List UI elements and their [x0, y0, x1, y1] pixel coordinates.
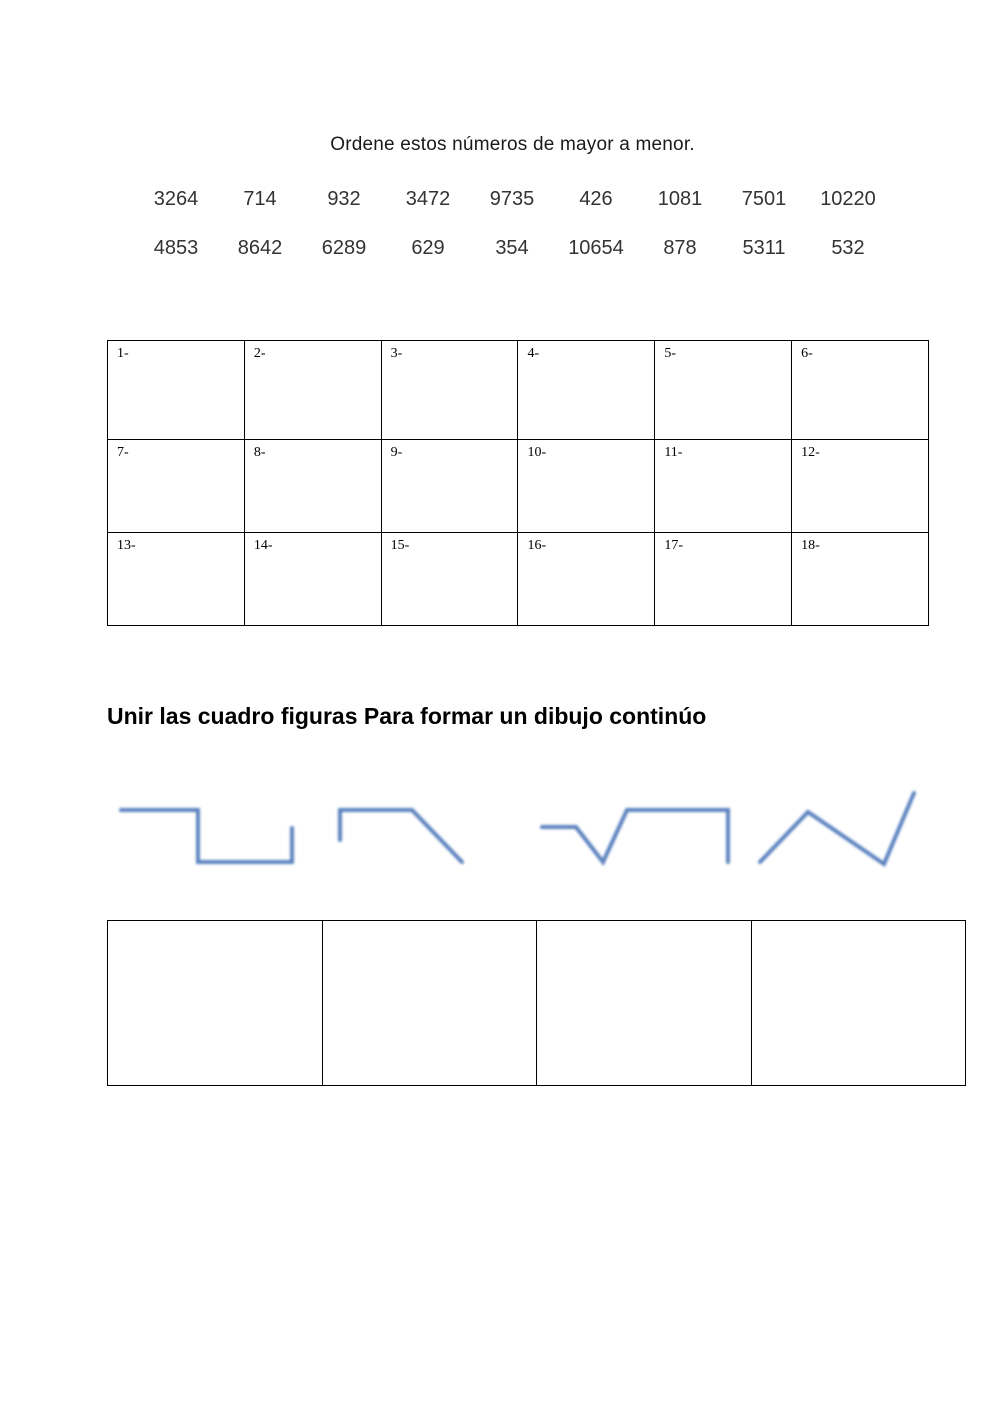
number-item: 878	[663, 237, 697, 259]
number-item: 714	[243, 188, 277, 210]
number-item: 10654	[568, 237, 624, 259]
numbers-row-2	[134, 237, 934, 267]
answer-cell[interactable]: 9-	[381, 440, 518, 533]
number-item: 5311	[742, 237, 786, 259]
answer-cell[interactable]: 6-	[792, 341, 929, 440]
instruction-text: Ordene estos números de mayor a menor.	[330, 134, 695, 155]
answer-box[interactable]	[751, 921, 966, 1086]
number-item: 7501	[741, 188, 787, 210]
number-item: 10220	[820, 188, 876, 210]
answer-cell[interactable]: 4-	[518, 341, 655, 440]
answer-row	[108, 341, 929, 440]
answer-cell[interactable]: 8-	[244, 440, 381, 533]
answer-box[interactable]	[322, 921, 537, 1086]
number-item: 426	[579, 188, 613, 210]
number-item: 8642	[237, 237, 283, 259]
answer-cell[interactable]: 16-	[518, 533, 655, 626]
answer-cell[interactable]: 3-	[381, 341, 518, 440]
answer-cell[interactable]: 10-	[518, 440, 655, 533]
number-item: 3472	[405, 188, 451, 210]
number-item: 9735	[489, 188, 535, 210]
exercise-heading: Unir las cuadro figuras Para formar un dibujo continúo	[107, 703, 707, 729]
answer-cell[interactable]: 2-	[244, 341, 381, 440]
answer-cell[interactable]: 13-	[108, 533, 245, 626]
answer-box-row	[108, 921, 966, 1086]
answer-cell[interactable]: 7-	[108, 440, 245, 533]
answer-grid	[107, 340, 929, 626]
answer-row	[108, 533, 929, 626]
number-item: 3264	[153, 188, 199, 210]
number-item: 1081	[657, 188, 703, 210]
answer-box[interactable]	[537, 921, 752, 1086]
number-item: 532	[831, 237, 865, 259]
answer-cell[interactable]: 15-	[381, 533, 518, 626]
number-item: 6289	[321, 237, 367, 259]
number-item: 629	[411, 237, 445, 259]
v-notch-line-figure[interactable]	[542, 810, 728, 862]
answer-row	[108, 440, 929, 533]
number-item: 354	[495, 237, 529, 259]
answer-cell[interactable]: 12-	[792, 440, 929, 533]
answer-cell[interactable]: 11-	[655, 440, 792, 533]
figure-answer-boxes	[107, 920, 966, 1086]
numbers-row-1	[134, 188, 934, 218]
answer-cell[interactable]: 14-	[244, 533, 381, 626]
zigzag-line-figure[interactable]	[760, 793, 914, 864]
answer-cell[interactable]: 17-	[655, 533, 792, 626]
answer-box[interactable]	[108, 921, 323, 1086]
answer-cell[interactable]: 5-	[655, 341, 792, 440]
number-item: 4853	[153, 237, 199, 259]
answer-cell[interactable]: 18-	[792, 533, 929, 626]
number-item: 932	[327, 188, 361, 210]
slope-down-line-figure[interactable]	[340, 810, 462, 862]
line-figures	[0, 770, 1000, 880]
answer-cell[interactable]: 1-	[108, 341, 245, 440]
step-down-line-figure[interactable]	[121, 810, 292, 862]
